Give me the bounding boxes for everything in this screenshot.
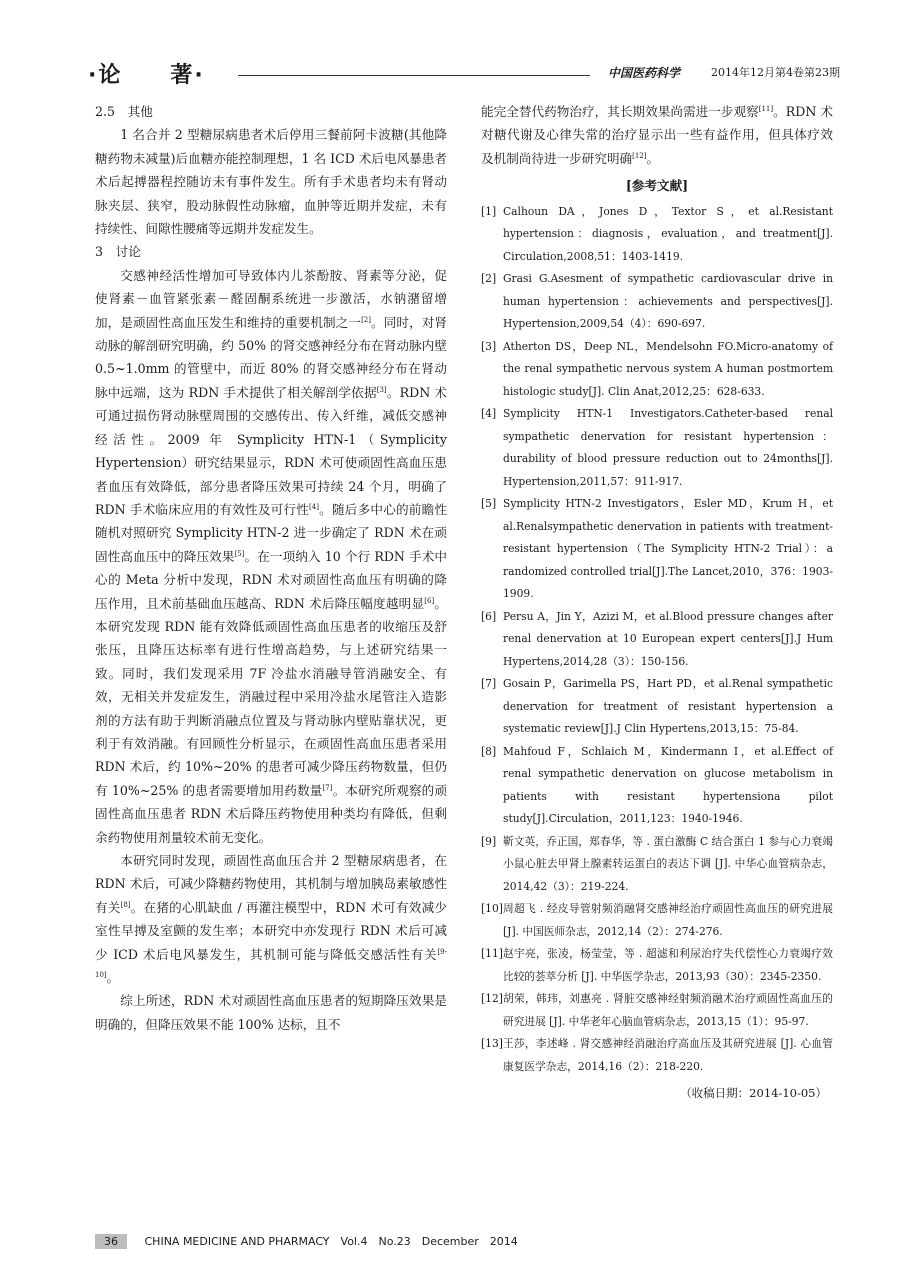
reference-text: Symplicity HTN-1 Investigators.Catheter-based renal sympathetic denervation for resistant hypertension：durability of blood pressure reduction out to 24months[J]. Hypertension,2011,57：911-917. — [503, 407, 833, 488]
text-run: 。同时，对肾动脉的解剖研究明确，约 50% 的肾交感神经分布在肾动脉内壁 0.5~1.0mm 的管壁中，而近 80% 的肾交感神经分布在肾动脉中远端，这为 RDN 手术提供了相关解剖学依据 — [95, 314, 448, 400]
reference-list — [481, 201, 833, 1079]
text-run: 。在一项纳入 10 个行 RDN 手术中心的 Meta 分析中发现，RDN 术对顽固性高血压有明确的降压作用，且术前基础血压越高、RDN 术后降压幅度越明显 — [95, 548, 448, 611]
citation: [12] — [632, 151, 647, 160]
received-date: （收稿日期：2014-10-05） — [680, 1086, 827, 1101]
discussion-paragraph-3: 综上所述，RDN 术对顽固性高血压患者的短期降压效果是明确的，但降压效果不能 100% 达标，且不 — [95, 993, 447, 1032]
reference-text: Atherton DS，Deep NL，Mendelsohn FO.Micro-anatomy of the renal sympathetic nervous system A human postmortem histologic study[J]. Clin Anat,2012,25：628-633. — [503, 339, 833, 398]
reference-text: 王莎，李述峰 . 肾交感神经消融治疗高血压及其研究进展 [J]. 心血管康复医学杂志，2014,16（2）：218-220. — [503, 1037, 833, 1073]
reference-number: [11] — [481, 947, 503, 961]
citation: [5] — [234, 549, 245, 558]
citation: [6] — [424, 596, 435, 605]
reference-item — [481, 673, 833, 741]
reference-item — [481, 493, 833, 606]
reference-text: Symplicity HTN-2 Investigators，Esler MD，Krum H，et al.Renalsympathetic denervation in patients with treatment-resistant hypertension（The Symplicity HTN-2 Trial）：a randomized controlled trial[J].The Lancet,2010，376：1903-1909. — [503, 497, 833, 601]
reference-item — [481, 741, 833, 831]
reference-number: [8] — [481, 744, 497, 758]
reference-number: [3] — [481, 339, 497, 353]
text-run: 。随后多中心的前瞻性随机对照研究 Symplicity HTN-2 进一步确定了 RDN 术在顽固性高血压中的降压效果 — [95, 501, 447, 564]
reference-item — [481, 268, 833, 336]
text-run: 。 — [106, 970, 120, 986]
discussion-paragraph-1 — [95, 264, 447, 849]
reference-number: [4] — [481, 407, 497, 421]
reference-item — [481, 898, 833, 943]
reference-number: [10] — [481, 902, 503, 916]
reference-item — [481, 943, 833, 988]
citation: [7] — [322, 783, 333, 792]
reference-item — [481, 336, 833, 404]
reference-text: 靳文英，乔正国，郑春华，等 . 蛋白激酶 C 结合蛋白 1 参与心力衰竭小鼠心脏去甲肾上腺素转运蛋白的表达下调 [J]. 中华心血管病杂志，2014,42（3）：219-224. — [503, 834, 833, 893]
page-footer — [95, 1233, 518, 1249]
reference-number: [2] — [481, 272, 497, 286]
reference-number: [7] — [481, 677, 497, 691]
reference-number: [1] — [481, 204, 497, 218]
section-2-5-heading: 2.5 其他 — [95, 104, 153, 119]
reference-number: [6] — [481, 609, 497, 623]
discussion-paragraph-2 — [95, 849, 447, 989]
right-column — [481, 100, 833, 1106]
text-run: 能完全替代药物治疗，其长期效果尚需进一步观察 — [481, 104, 759, 119]
left-column — [95, 100, 447, 1036]
reference-text: 胡荣，韩玮，刘惠亮 . 肾脏交感神经射频消融术治疗顽固性高血压的研究进展 [J]. 中华老年心脑血管病杂志，2013,15（1）：95-97. — [503, 992, 833, 1028]
text-run: 。 — [646, 150, 660, 166]
reference-text: Grasi G.Asesment of sympathetic cardiovascular drive in human hypertension：achievements and perspectives[J]. Hypertension,2009,54（4）：690-697. — [503, 272, 833, 331]
reference-text: Gosain P，Garimella PS，Hart PD，et al.Renal sympathetic denervation for treatment of resistant hypertension a systematic review[J].J Clin Hypertens,2013,15：75-84. — [503, 677, 833, 736]
page-number: 36 — [95, 1234, 127, 1249]
citation: [11] — [758, 104, 774, 113]
header-rule — [238, 75, 590, 76]
section-2-5-paragraph: 1 名合并 2 型糖尿病患者术后停用三餐前阿卡波糖(其他降糖药物未减量)后血糖亦能控制理想，1 名 ICD 术后电风暴患者术后起搏器程控随访未有事件发生。所有手术患者均未有肾动脉夹层、狭窄，股动脉假性动脉瘤，血肿等近期并发症，未有持续性、间隙性腰痛等远期并发症发生。 — [95, 127, 447, 237]
reference-text: 赵宇亮，张凌，杨莹莹，等 . 超滤和利尿治疗失代偿性心力衰竭疗效比较的荟萃分析 [J]. 中华医学杂志，2013,93（30）：2345-2350. — [503, 947, 833, 983]
reference-number: [9] — [481, 834, 497, 848]
reference-text: 周超飞 . 经皮导管射频消融肾交感神经治疗顽固性高血压的研究进展 [J]. 中国医师杂志，2012,14（2）：274-276. — [503, 902, 833, 938]
text-run: 。在猪的心肌缺血 / 再灌注模型中，RDN 术可有效减少室性早搏及室颤的发生率；本研究中亦发现行 RDN 术后可减少 ICD 术后电风暴发生，其机制可能与降低交感活性有关 — [95, 899, 448, 962]
journal-logo: 中国医药科学 — [607, 66, 680, 80]
reference-item — [481, 988, 833, 1033]
reference-item — [481, 1033, 833, 1078]
footer-journal-info: CHINA MEDICINE AND PHARMACY Vol.4 No.23 December 2014 — [144, 1235, 518, 1248]
reference-text: Calhoun DA，Jones D，Textor S，et al.Resistant hypertension：diagnosis，evaluation，and treatment[J]. Circulation,2008,51：1403-1419. — [503, 204, 833, 263]
text-run: 交感神经活性增加可导致体内儿茶酚胺、肾素等分泌，促使肾素－血管紧张素－醛固酮系统进一步激活，水钠潴留增加，是顽固性高血压发生和维持的重要机制之一 — [95, 267, 447, 330]
text-run: 本研究同时发现，顽固性高血压合并 2 型糖尿病患者，在 RDN 术后，可减少降糖药物使用，其机制与增加胰岛素敏感性有关 — [95, 853, 447, 915]
citation: [4] — [309, 502, 319, 511]
section-label: ·论 著· — [88, 63, 205, 88]
reference-item — [481, 606, 833, 674]
reference-number: [13] — [481, 1037, 503, 1051]
text-run: 。本研究所观察的顽固性高血压患者 RDN 术后降压药物使用种类均有降低，但剩余药物使用剂量较术前无变化。 — [95, 782, 447, 845]
reference-text: Persu A，Jin Y，Azizi M，et al.Blood pressure changes after renal denervation at 10 European expert centers[J].J Hum Hypertens,2014,28（3）：150-156. — [503, 609, 833, 668]
citation: [8] — [120, 900, 131, 909]
citation: [9-10] — [95, 947, 447, 979]
reference-number: [12] — [481, 992, 503, 1006]
reference-item — [481, 831, 833, 899]
text-run: 。RDN 术对糖代谢及心律失常的治疗显示出一些有益作用，但具体疗效及机制尚待进一步研究明确 — [481, 104, 834, 166]
references-title: [参考文献] — [625, 178, 689, 194]
reference-item — [481, 403, 833, 493]
text-run: 。RDN 术可通过损伤肾动脉壁周围的交感传出、传入纤维，减低交感神经活性。2009 年 Symplicity HTN-1（Symplicity Hypertension）研究结果显示，RDN 术可使顽固性高血压患者血压有效降低，部分患者降压效果可持续 24 个月，明确了 RDN 手术临床应用的有效性及可行性 — [95, 384, 447, 517]
reference-item — [481, 201, 833, 269]
issue-info: 2014年12月第4卷第23期 — [711, 66, 840, 79]
reference-text: Mahfoud F，Schlaich M，Kindermann I，et al.Effect of renal sympathetic denervation on glucose metabolism in patients with resistant hypertensiona pilot study[J].Circulation，2011,123：1940-1946. — [503, 744, 833, 826]
text-run: 。本研究发现 RDN 能有效降低顽固性高血压患者的收缩压及舒张压，且降压达标率有进行性增高趋势，与上述研究结果一致。同时，我们发现采用 7F 冷盐水消融导管消融安全、有效，无相关并发症发生，消融过程中采用冷盐水尾管注入造影剂的方法有助于判断消融点位置及与肾动脉内壁贴靠状况，更利于有效消融。有回顾性分析显示，在顽固性高血压患者采用 RDN 术后，约 10%~20% 的患者可减少降压药物数量，但仍有 10%~25% 的患者需要增加用药数量 — [95, 595, 448, 798]
section-3-heading: 3 讨论 — [95, 244, 141, 260]
citation: [2] — [361, 315, 371, 324]
reference-number: [5] — [481, 497, 497, 511]
discussion-continuation — [481, 100, 833, 170]
page-header — [88, 58, 840, 90]
citation: [3] — [376, 385, 387, 394]
